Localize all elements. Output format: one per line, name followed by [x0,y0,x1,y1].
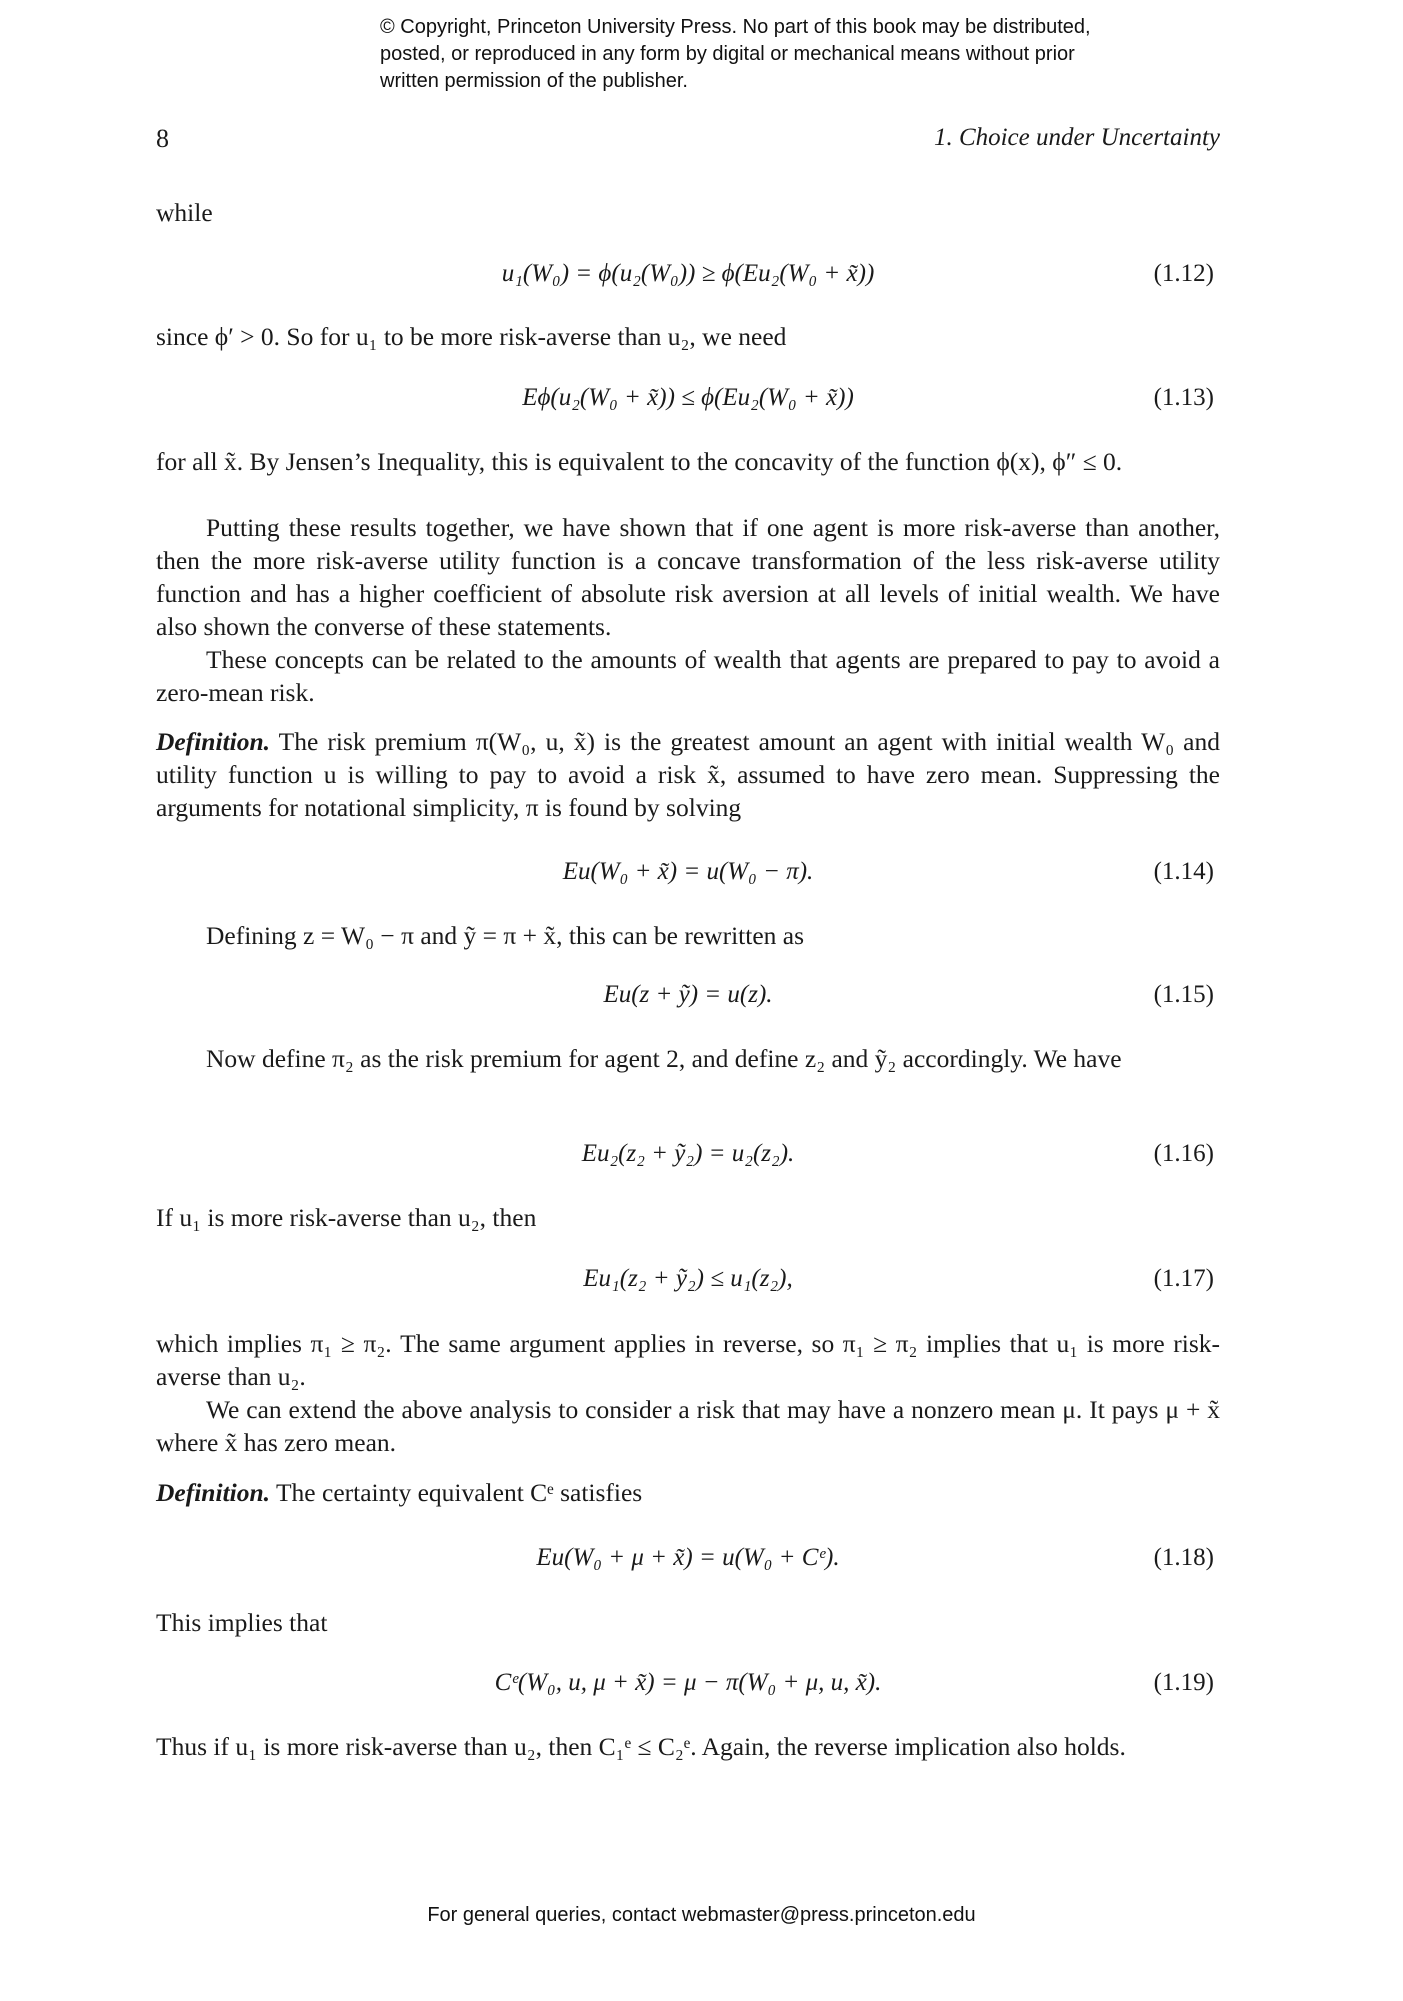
definition-certainty-equivalent [156,1476,1220,1509]
copyright-notice: © Copyright, Princeton University Press. No part of this book may be distributed, posted, or reproduced in any form by digital or mechanical means without prior written permission of the publisher. [380,16,1091,92]
definition-text: The certainty equivalent Cᵉ satisfies [270,1478,643,1507]
paragraph-while: while [156,198,213,227]
equation-1-18 [156,1544,1220,1578]
equation-number: (1.19) [1153,1669,1214,1696]
equation-1-14 [156,858,1220,892]
paragraph-which: which implies π₁ ≥ π₂. The same argument applies in reverse, so π₁ ≥ π₂ implies that u₁ is more risk-averse than u₂. [156,1329,1220,1391]
paragraph-defining: Defining z = W₀ − π and ỹ = π + x̃, this can be rewritten as [206,921,805,950]
equation-1-16 [156,1140,1220,1174]
paragraph-extend: We can extend the above analysis to consider a risk that may have a nonzero mean μ. It pays μ + x̃ where x̃ has zero mean. [156,1395,1220,1457]
equation-number: (1.13) [1153,384,1214,411]
definition-risk-premium [156,725,1220,824]
paragraph-thus: Thus if u₁ is more risk-averse than u₂, then C₁ᵉ ≤ C₂ᵉ. Again, the reverse implication also holds. [156,1732,1126,1761]
equation-formula: Eu₂(z₂ + ỹ₂) = u₂(z₂). [581,1140,795,1167]
equation-1-19 [156,1669,1220,1703]
equation-1-13 [156,384,1220,418]
equation-1-15 [156,981,1220,1015]
definition-label: Definition. [156,727,271,756]
equation-formula: Cᵉ(W₀, u, μ + x̃) = μ − π(W₀ + μ, u, x̃). [494,1669,882,1696]
equation-formula: Eu(z + ỹ) = u(z). [603,981,773,1008]
equation-1-12 [156,260,1220,294]
paragraph-implies: This implies that [156,1608,328,1637]
equation-formula: Eu(W₀ + x̃) = u(W₀ − π). [562,858,814,885]
definition-text: The risk premium π(W₀, u, x̃) is the greatest amount an agent with initial wealth W₀ and utility function u is willing to pay to avoid a risk x̃, assumed to have zero mean. Suppressing the arguments for notational simplicity, π is found by solving [156,727,1220,822]
footer-contact: For general queries, contact webmaster@press.princeton.edu [427,1904,976,1926]
paragraph-putting: Putting these results together, we have shown that if one agent is more risk-averse than another, then the more risk-averse utility function is a concave transformation of the less risk-averse utility function and has a higher coefficient of absolute risk aversion at all levels of initial wealth. We have also shown the converse of these statements. [156,513,1220,641]
paragraph-now: Now define π₂ as the risk premium for agent 2, and define z₂ and ỹ₂ accordingly. We have [206,1044,1122,1073]
equation-number: (1.14) [1153,858,1214,885]
equation-formula: Eu(W₀ + μ + x̃) = u(W₀ + Cᵉ). [536,1544,840,1571]
equation-1-17 [156,1265,1220,1299]
equation-number: (1.15) [1153,981,1214,1008]
definition-label: Definition. [156,1478,271,1507]
paragraph-jensen: for all x̃. By Jensen’s Inequality, this is equivalent to the concavity of the function ϕ(x), ϕ″ ≤ 0. [156,447,1123,476]
paragraph-concepts: These concepts can be related to the amounts of wealth that agents are prepared to pay to avoid a zero-mean risk. [156,645,1220,707]
equation-formula: u₁(W₀) = ϕ(u₂(W₀)) ≥ ϕ(Eu₂(W₀ + x̃)) [501,260,875,287]
running-head: 1. Choice under Uncertainty [933,124,1220,151]
equation-number: (1.12) [1153,260,1214,287]
equation-formula: Eϕ(u₂(W₀ + x̃)) ≤ ϕ(Eu₂(W₀ + x̃)) [522,384,854,411]
page-number: 8 [156,124,169,153]
equation-number: (1.17) [1153,1265,1214,1292]
equation-number: (1.18) [1153,1544,1214,1571]
paragraph-if: If u₁ is more risk-averse than u₂, then [156,1203,537,1232]
paragraph-since: since ϕ′ > 0. So for u₁ to be more risk-averse than u₂, we need [156,322,787,351]
equation-formula: Eu₁(z₂ + ỹ₂) ≤ u₁(z₂), [583,1265,793,1292]
equation-number: (1.16) [1153,1140,1214,1167]
